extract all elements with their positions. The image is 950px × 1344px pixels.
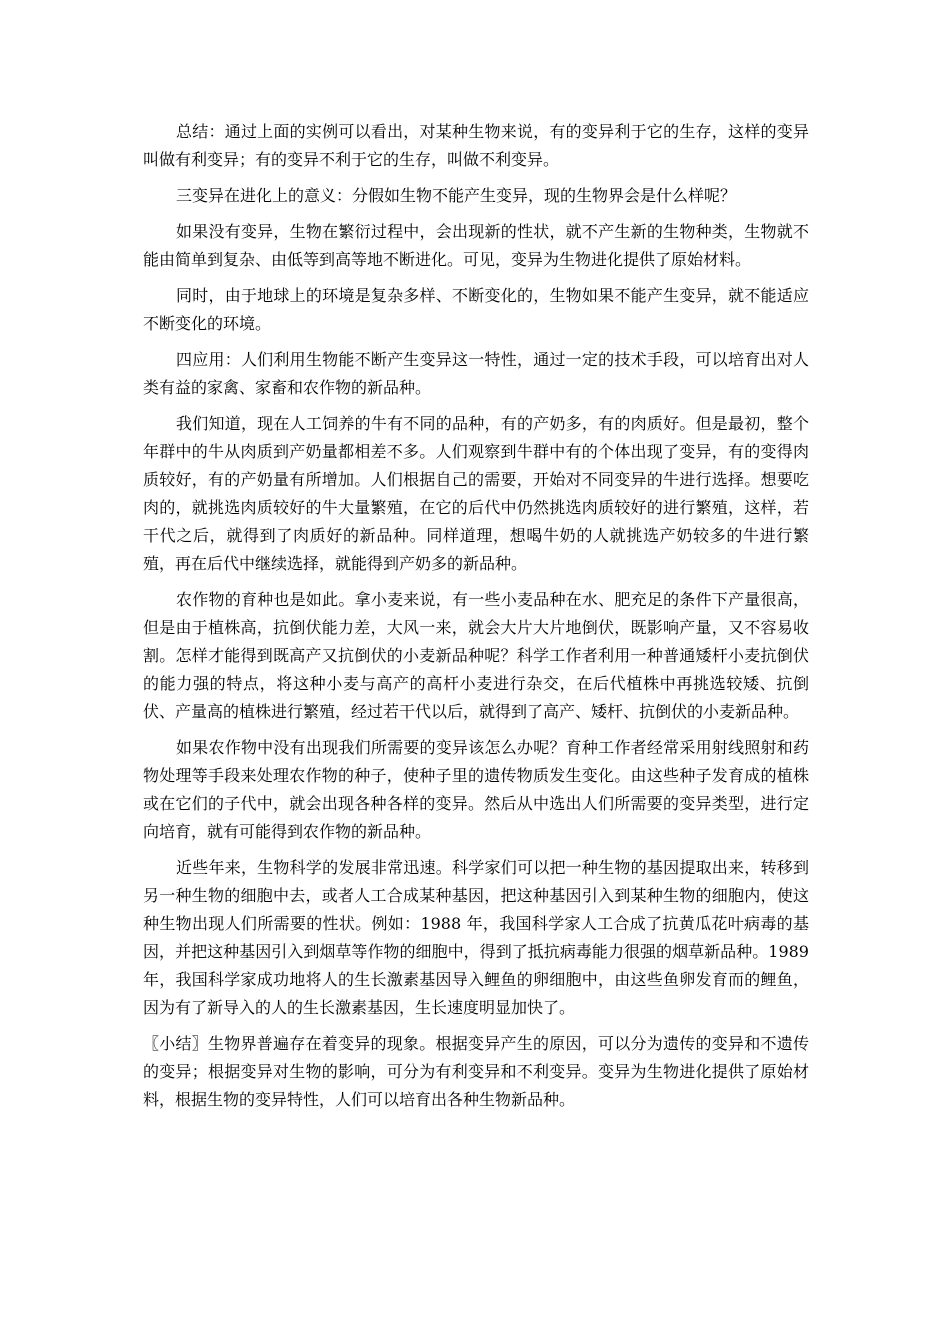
paragraph-no-variation: 如果没有变异，生物在繁衍过程中，会出现新的性状，就不产生新的生物种类，生物就不能由简单到复杂、由低等到高等地不断进化。可见，变异为生物进化提供了原始材料。 bbox=[143, 222, 809, 269]
paragraph-section-three-heading: 三变异在进化上的意义：分假如生物不能产生变异，现的生物界会是什么样呢？ bbox=[176, 186, 737, 205]
paragraph-chapter-summary: 〖小结〗生物界普遍存在着变异的现象。根据变异产生的原因，可以分为遗传的变异和不遗传的变异；根据变异对生物的影响，可分为有利变异和不利变异。变异为生物进化提供了原始材料，根据生物的变异特性，人们可以培育出各种生物新品种。 bbox=[143, 1034, 809, 1109]
paragraph-cattle-breeding: 我们知道，现在人工饲养的牛有不同的品种，有的产奶多，有的肉质好。但是最初，整个年群中的牛从肉质到产奶量都相差不多。人们观察到牛群中有的个体出现了变异，有的变得肉质较好，有的产奶量有所增加。人们根据自己的需要，开始对不同变异的牛进行选择。想要吃肉的，就挑选肉质较好的牛大量繁殖，在它的后代中仍然挑选肉质较好的进行繁殖，这样，若干代之后，就得到了肉质好的新品种。同样道理，想喝牛奶的人就挑选产奶较多的牛进行繁殖，再在后代中继续选择，就能得到产奶多的新品种。 bbox=[143, 414, 809, 573]
paragraph-wheat-breeding: 农作物的育种也是如此。拿小麦来说，有一些小麦品种在水、肥充足的条件下产量很高，但是由于植株高，抗倒伏能力差，大风一来，就会大片大片地倒伏，既影响产量，又不容易收割。怎样才能得到既高产又抗倒伏的小麦新品种呢？科学工作者利用一种普通矮杆小麦抗倒伏的能力强的特点，将这种小麦与高产的高杆小麦进行杂交，在后代植株中再挑选较矮、抗倒伏、产量高的植株进行繁殖，经过若干代以后，就得到了高产、矮杆、抗倒伏的小麦新品种。 bbox=[143, 590, 809, 721]
paragraph-summary: 总结：通过上面的实例可以看出，对某种生物来说，有的变异利于它的生存，这样的变异叫做有利变异；有的变异不利于它的生存，叫做不利变异。 bbox=[143, 122, 809, 169]
paragraph-genetic-engineering: 近些年来，生物科学的发展非常迅速。科学家们可以把一种生物的基因提取出来，转移到另一种生物的细胞中去，或者人工合成某种基因，把这种基因引入到某种生物的细胞内，使这种生物出现人们所需要的性状。例如：1988 年，我国科学家人工合成了抗黄瓜花叶病毒的基因，并把这种基因引入到烟草等作物的细胞中，得到了抵抗病毒能力很强的烟草新品种。1989 年，我国科学家成功地将人的生长激素基因导入鲤鱼的卵细胞中，由这些鱼卵发育而的鲤鱼，因为有了新导入的人的生长激素基因，生长速度明显加快了。 bbox=[143, 858, 809, 1017]
paragraph-mutation-breeding: 如果农作物中没有出现我们所需要的变异该怎么办呢？育种工作者经常采用射线照射和药物处理等手段来处理农作物的种子，使种子里的遗传物质发生变化。由这些种子发育成的植株或在它们的子代中，就会出现各种各样的变异。然后从中选出人们所需要的变异类型，进行定向培育，就有可能得到农作物的新品种。 bbox=[143, 738, 809, 841]
document-page bbox=[143, 118, 809, 1122]
paragraph-section-four-application: 四应用：人们利用生物能不断产生变异这一特性，通过一定的技术手段，可以培育出对人类有益的家禽、家畜和农作物的新品种。 bbox=[143, 350, 809, 397]
paragraph-environment: 同时，由于地球上的环境是复杂多样、不断变化的，生物如果不能产生变异，就不能适应不断变化的环境。 bbox=[143, 286, 809, 333]
